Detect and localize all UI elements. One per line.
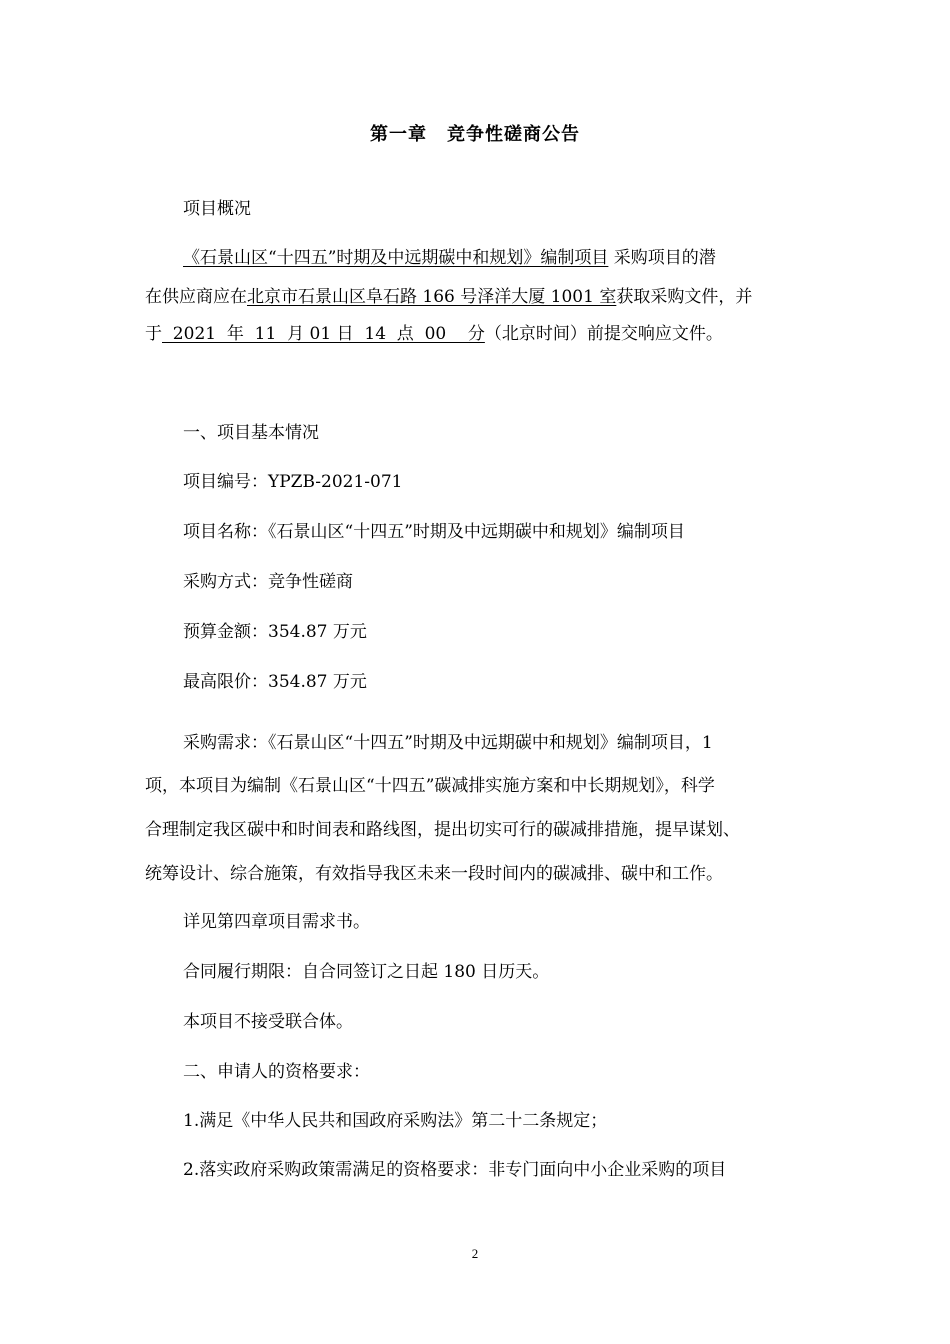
overview-project-name: 《石景山区“十四五”时期及中远期碳中和规划》编制项目 [183,248,609,268]
requirement-line-1: 采购需求：《石景山区“十四五”时期及中远期碳中和规划》编制项目，1 [183,733,713,753]
page-number: 2 [471,1246,479,1261]
requirement-line-3: 合理制定我区碳中和时间表和路线图，提出切实可行的碳减排措施，提早谋划、 [145,820,740,840]
overview-line-1 [145,246,853,270]
overview-line-2 [145,285,815,309]
overview-line-3-head: 于 [145,324,162,344]
overview-deadline: 2021 年 11 月 01 日 14 点 00 分 [162,324,485,344]
overview-line-2-tail: 获取采购文件，并 [616,287,753,307]
qualification-item-2: 2.落实政府采购政策需满足的资格要求：非专门面向中小企业采购的项目 [183,1160,727,1180]
chapter-title [0,120,950,146]
project-name: 项目名称：《石景山区“十四五”时期及中远期碳中和规划》编制项目 [183,522,685,542]
requirement-line-4: 统筹设计、综合施策，有效指导我区未来一段时间内的碳减排、碳中和工作。 [145,864,723,884]
overview-line-3 [145,322,815,346]
section2-heading: 二、申请人的资格要求： [183,1062,370,1082]
overview-line-3-tail: （北京时间）前提交响应文件。 [484,324,723,344]
max-price: 最高限价：354.87 万元 [183,672,367,692]
project-number: 项目编号：YPZB-2021-071 [183,472,403,492]
overview-line-1-tail: 采购项目的潜 [608,248,716,268]
section1-heading: 一、项目基本情况 [183,423,319,443]
procurement-method: 采购方式：竞争性磋商 [183,572,353,592]
requirement-line-2: 项，本项目为编制《石景山区“十四五”碳减排实施方案和中长期规划》，科学 [145,776,715,796]
chapter-heading: 竞争性磋商公告 [447,124,580,145]
contract-period: 合同履行期限：自合同签订之日起 180 日历天。 [183,962,550,982]
budget-amount: 预算金额：354.87 万元 [183,622,367,642]
overview-heading: 项目概况 [183,199,251,219]
qualification-item-1: 1.满足《中华人民共和国政府采购法》第二十二条规定； [183,1111,608,1131]
chapter-number: 第一章 [370,124,427,145]
no-consortium: 本项目不接受联合体。 [183,1012,353,1032]
overview-address: 北京市石景山区阜石路 166 号泽洋大厦 1001 室 [247,287,617,307]
overview-line-2-head: 在供应商应在 [145,287,247,307]
see-chapter-four: 详见第四章项目需求书。 [183,912,370,932]
